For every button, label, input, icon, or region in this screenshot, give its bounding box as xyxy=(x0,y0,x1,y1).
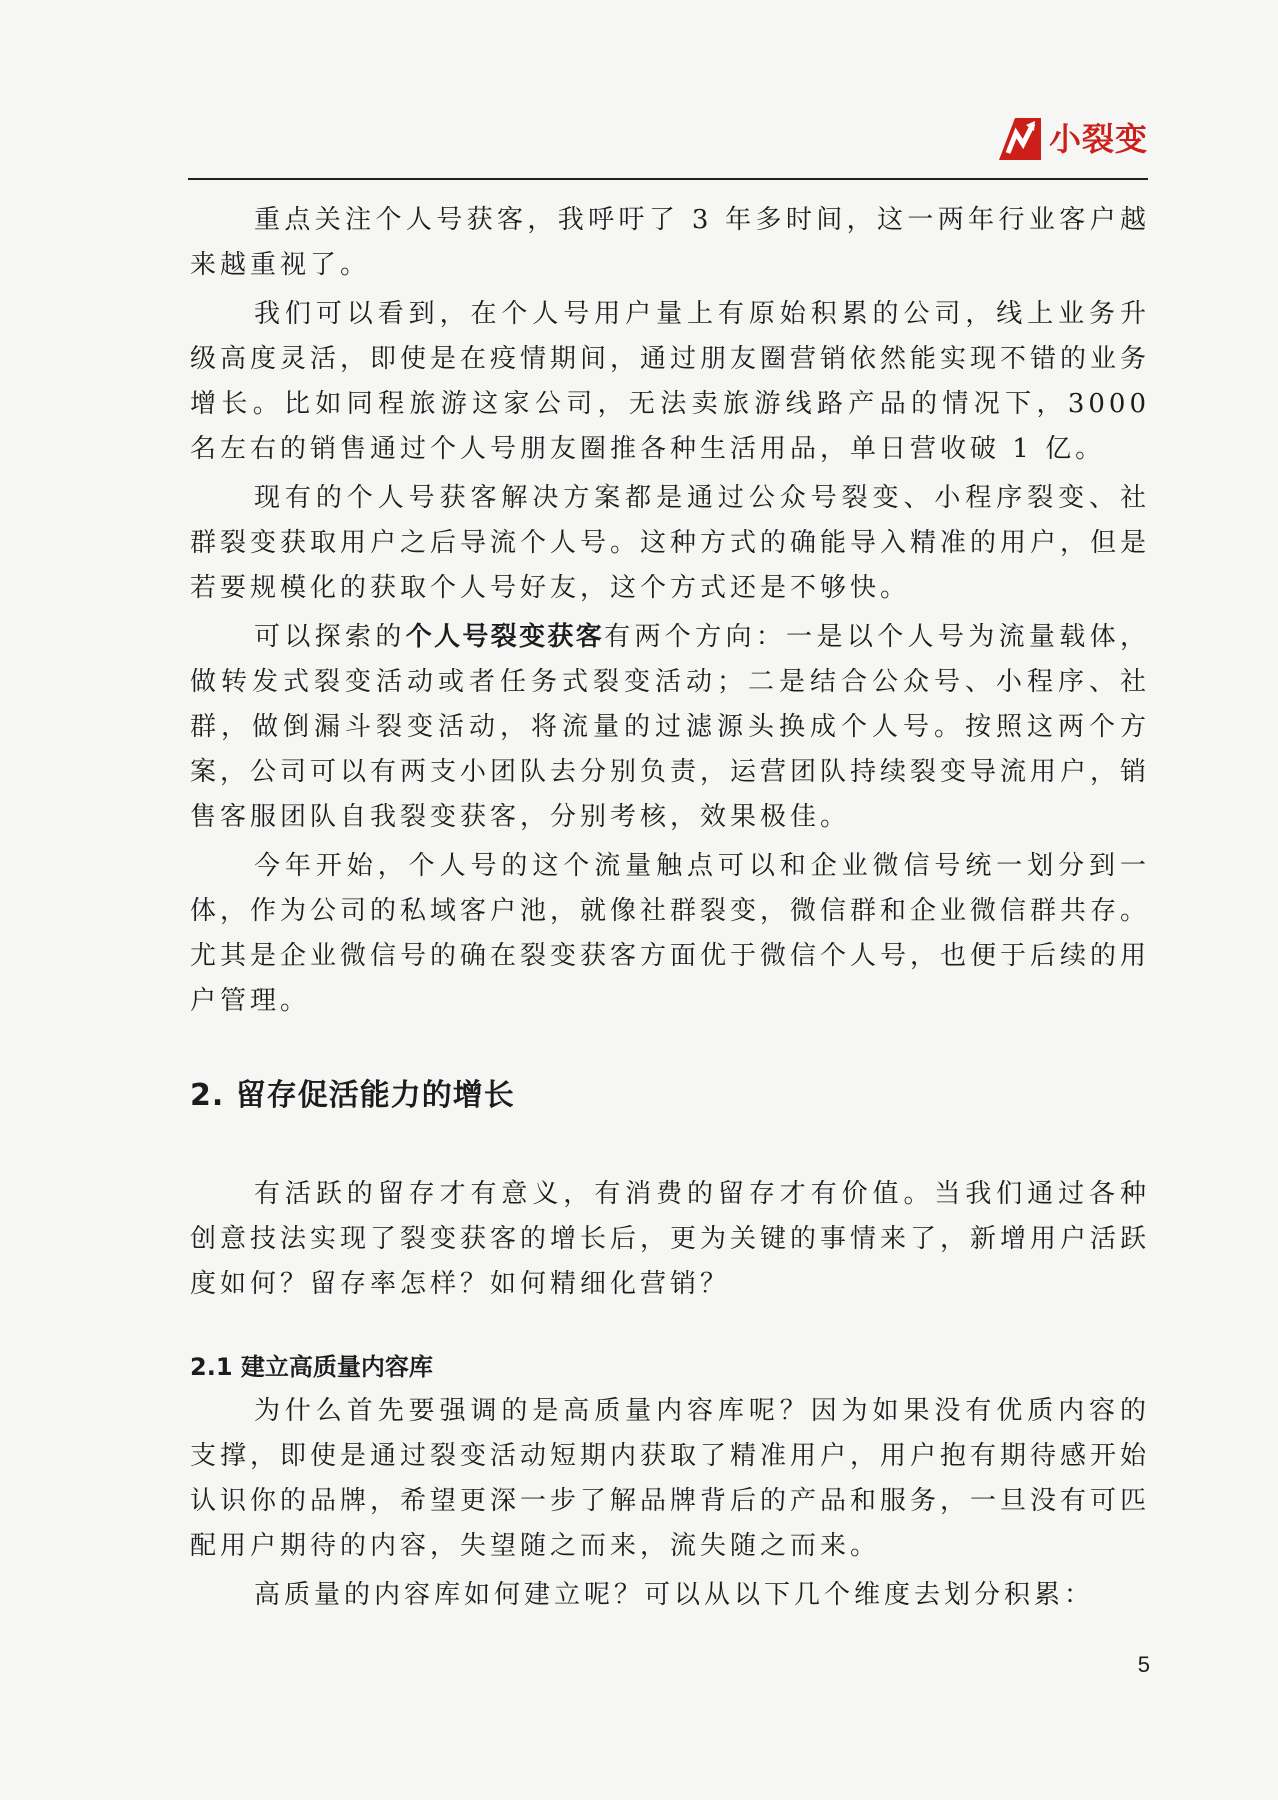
section-heading: 2. 留存促活能力的增长 xyxy=(190,1078,515,1113)
emphasis-text: 个人号裂变获客 xyxy=(405,622,605,652)
lightning-logo-icon xyxy=(999,118,1041,160)
page-body xyxy=(190,198,1150,1622)
paragraph: 高质量的内容库如何建立呢？可以从以下几个维度去划分积累： xyxy=(254,1580,1095,1610)
paragraph: 我们可以看到，在个人号用户量上有原始积累的公司，线上业务升级高度灵活，即使是在疫情期间，通过朋友圈营销依然能实现不错的业务增长。比如同程旅游这家公司，无法卖旅游线路产品的情况下，3000 名左右的销售通过个人号朋友圈推各种生活用品，单日营收破 1 亿。 xyxy=(190,299,1151,464)
paragraph: 现有的个人号获客解决方案都是通过公众号裂变、小程序裂变、社群裂变获取用户之后导流个人号。这种方式的确能导入精准的用户，但是若要规模化的获取个人号好友，这个方式还是不够快。 xyxy=(190,483,1151,603)
page-number: 5 xyxy=(1137,1652,1150,1677)
paragraph: 重点关注个人号获客，我呼吁了 3 年多时间，这一两年行业客户越来越重视了。 xyxy=(190,205,1150,280)
paragraph-text: 有两个方向：一是以个人号为流量载体，做转发式裂变活动或者任务式裂变活动；二是结合公众号、小程序、社群，做倒漏斗裂变活动，将流量的过滤源头换成个人号。按照这两个方案，公司可以有两支小团队去分别负责，运营团队持续裂变导流用户，销售客服团队自我裂变获客，分别考核，效果极佳。 xyxy=(190,622,1151,832)
paragraph: 为什么首先要强调的是高质量内容库呢？因为如果没有优质内容的支撑，即使是通过裂变活动短期内获取了精准用户，用户抱有期待感开始认识你的品牌，希望更深一步了解品牌背后的产品和服务，一旦没有可匹配用户期待的内容，失望随之而来，流失随之而来。 xyxy=(190,1396,1151,1561)
paragraph-text: 可以探索的 xyxy=(254,622,406,652)
page-header xyxy=(188,118,1148,180)
paragraph-with-emphasis xyxy=(190,615,1150,840)
subsection-heading: 2.1 建立高质量内容库 xyxy=(190,1353,433,1381)
paragraph: 有活跃的留存才有意义，有消费的留存才有价值。当我们通过各种创意技法实现了裂变获客的增长后，更为关键的事情来了，新增用户活跃度如何？留存率怎样？如何精细化营销？ xyxy=(190,1179,1151,1299)
paragraph: 今年开始，个人号的这个流量触点可以和企业微信号统一划分到一体，作为公司的私域客户池，就像社群裂变，微信群和企业微信群共存。尤其是企业微信号的确在裂变获客方面优于微信个人号，也便于后续的用户管理。 xyxy=(190,851,1151,1016)
brand-logo xyxy=(999,118,1148,160)
logo-text: 小裂变 xyxy=(1048,120,1148,158)
header-rule xyxy=(188,178,1148,180)
